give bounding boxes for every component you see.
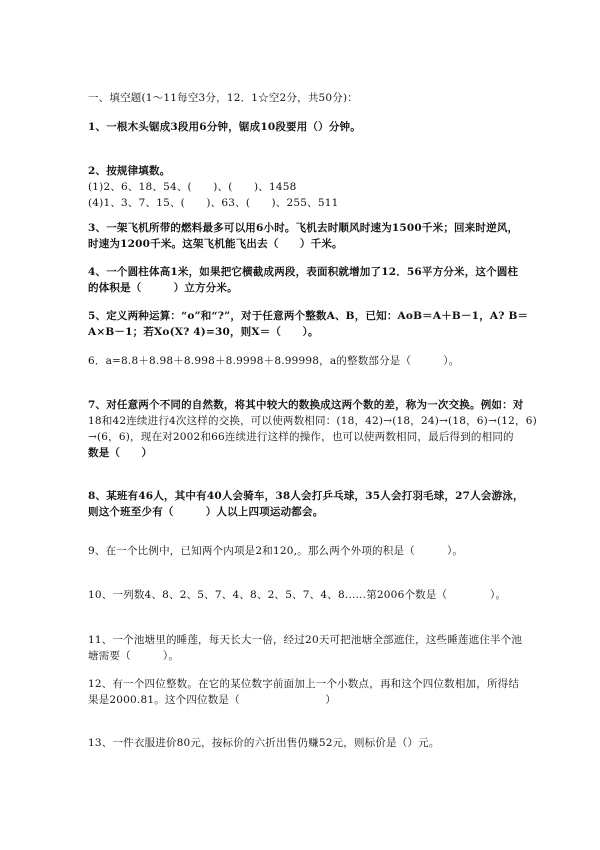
question-line: 6．a=8.8＋8.98＋8.998＋8.9998＋8.99998，a的整数部分是（ ）。 [88,355,460,367]
question-line: 7、对任意两个不同的自然数，将其中较大的数换成这两个数的差，称为一次交换。例如：对 [88,399,524,411]
question-line: (1)2、6、18、54、( )、( )、1458 [88,181,297,193]
question-line: 10、一列数4、8、2、5、7、4、8、2、5、7、4、8……第2006个数是（ ）。 [88,589,507,601]
question-line: 1、一根木头锯成3段用6分钟，锯成10段要用（）分钟。 [88,121,361,133]
question-line: 13、一件衣服进价80元，按标价的六折出售仍赚52元，则标价是（）元。 [88,737,440,749]
question-line: 时速为1200千米。这架飞机能飞出去（ ）千米。 [88,238,343,250]
question-line: 的体积是（ ）立方分米。 [88,282,238,294]
question-line: 9、在一个比例中，已知两个内项是2和120,。那么两个外项的积是（ ）。 [88,545,464,557]
question-line: 8、某班有46人，其中有40人会骑车，38人会打乒乓球，35人会打羽毛球，27人会游泳， [88,490,524,502]
question-line: 11、一个池塘里的睡莲，每天长大一倍，经过20天可把池塘全部遮住，这些睡莲遮住半个池 [88,634,523,646]
question-line: →(6，6)，现在对2002和66连续进行这样的操作，也可以使两数相同，最后得到的相同的 [88,431,514,443]
question-line: 果是2000.81。这个四位数是（ ） [88,694,337,706]
question-line: 18和42连续进行4次这样的交换，可以使两数相同：(18，42)→(18，24)→(18，6)→(12，6) [88,415,537,427]
question-line: 则这个班至少有（ ）人以上四项运动都会。 [88,506,324,518]
question-line: 12、有一个四位整数。在它的某位数字前面加上一个小数点，再和这个四位数相加，所得结 [88,678,520,690]
question-line: (4)1、3、7、15、( )、63、( )、255、511 [88,197,339,209]
question-line: 5、定义两种运算：“o”和“?”，对于任意两个整数A、B，已知：AoB＝A＋B－1，A? B＝ [88,310,529,322]
question-line: 2、按规律填数。 [88,165,171,177]
section-heading: 一、填空题(1～11每空3分，12．1☆空2分，共50分)： [88,92,358,104]
question-line: 4、一个圆柱体高1米，如果把它横截成两段，表面积就增加了12．56平方分米，这个圆柱 [88,266,519,278]
question-line: 塘需要（ ）。 [88,650,180,662]
question-line: 3、一架飞机所带的燃料最多可以用6小时。飞机去时顺风时速为1500千米；回来时逆风， [88,222,519,234]
question-line: A×B－1；若Xo(X? 4)=30，则X＝（ ）。 [88,326,319,338]
question-line: 数是（ ） [88,447,153,459]
